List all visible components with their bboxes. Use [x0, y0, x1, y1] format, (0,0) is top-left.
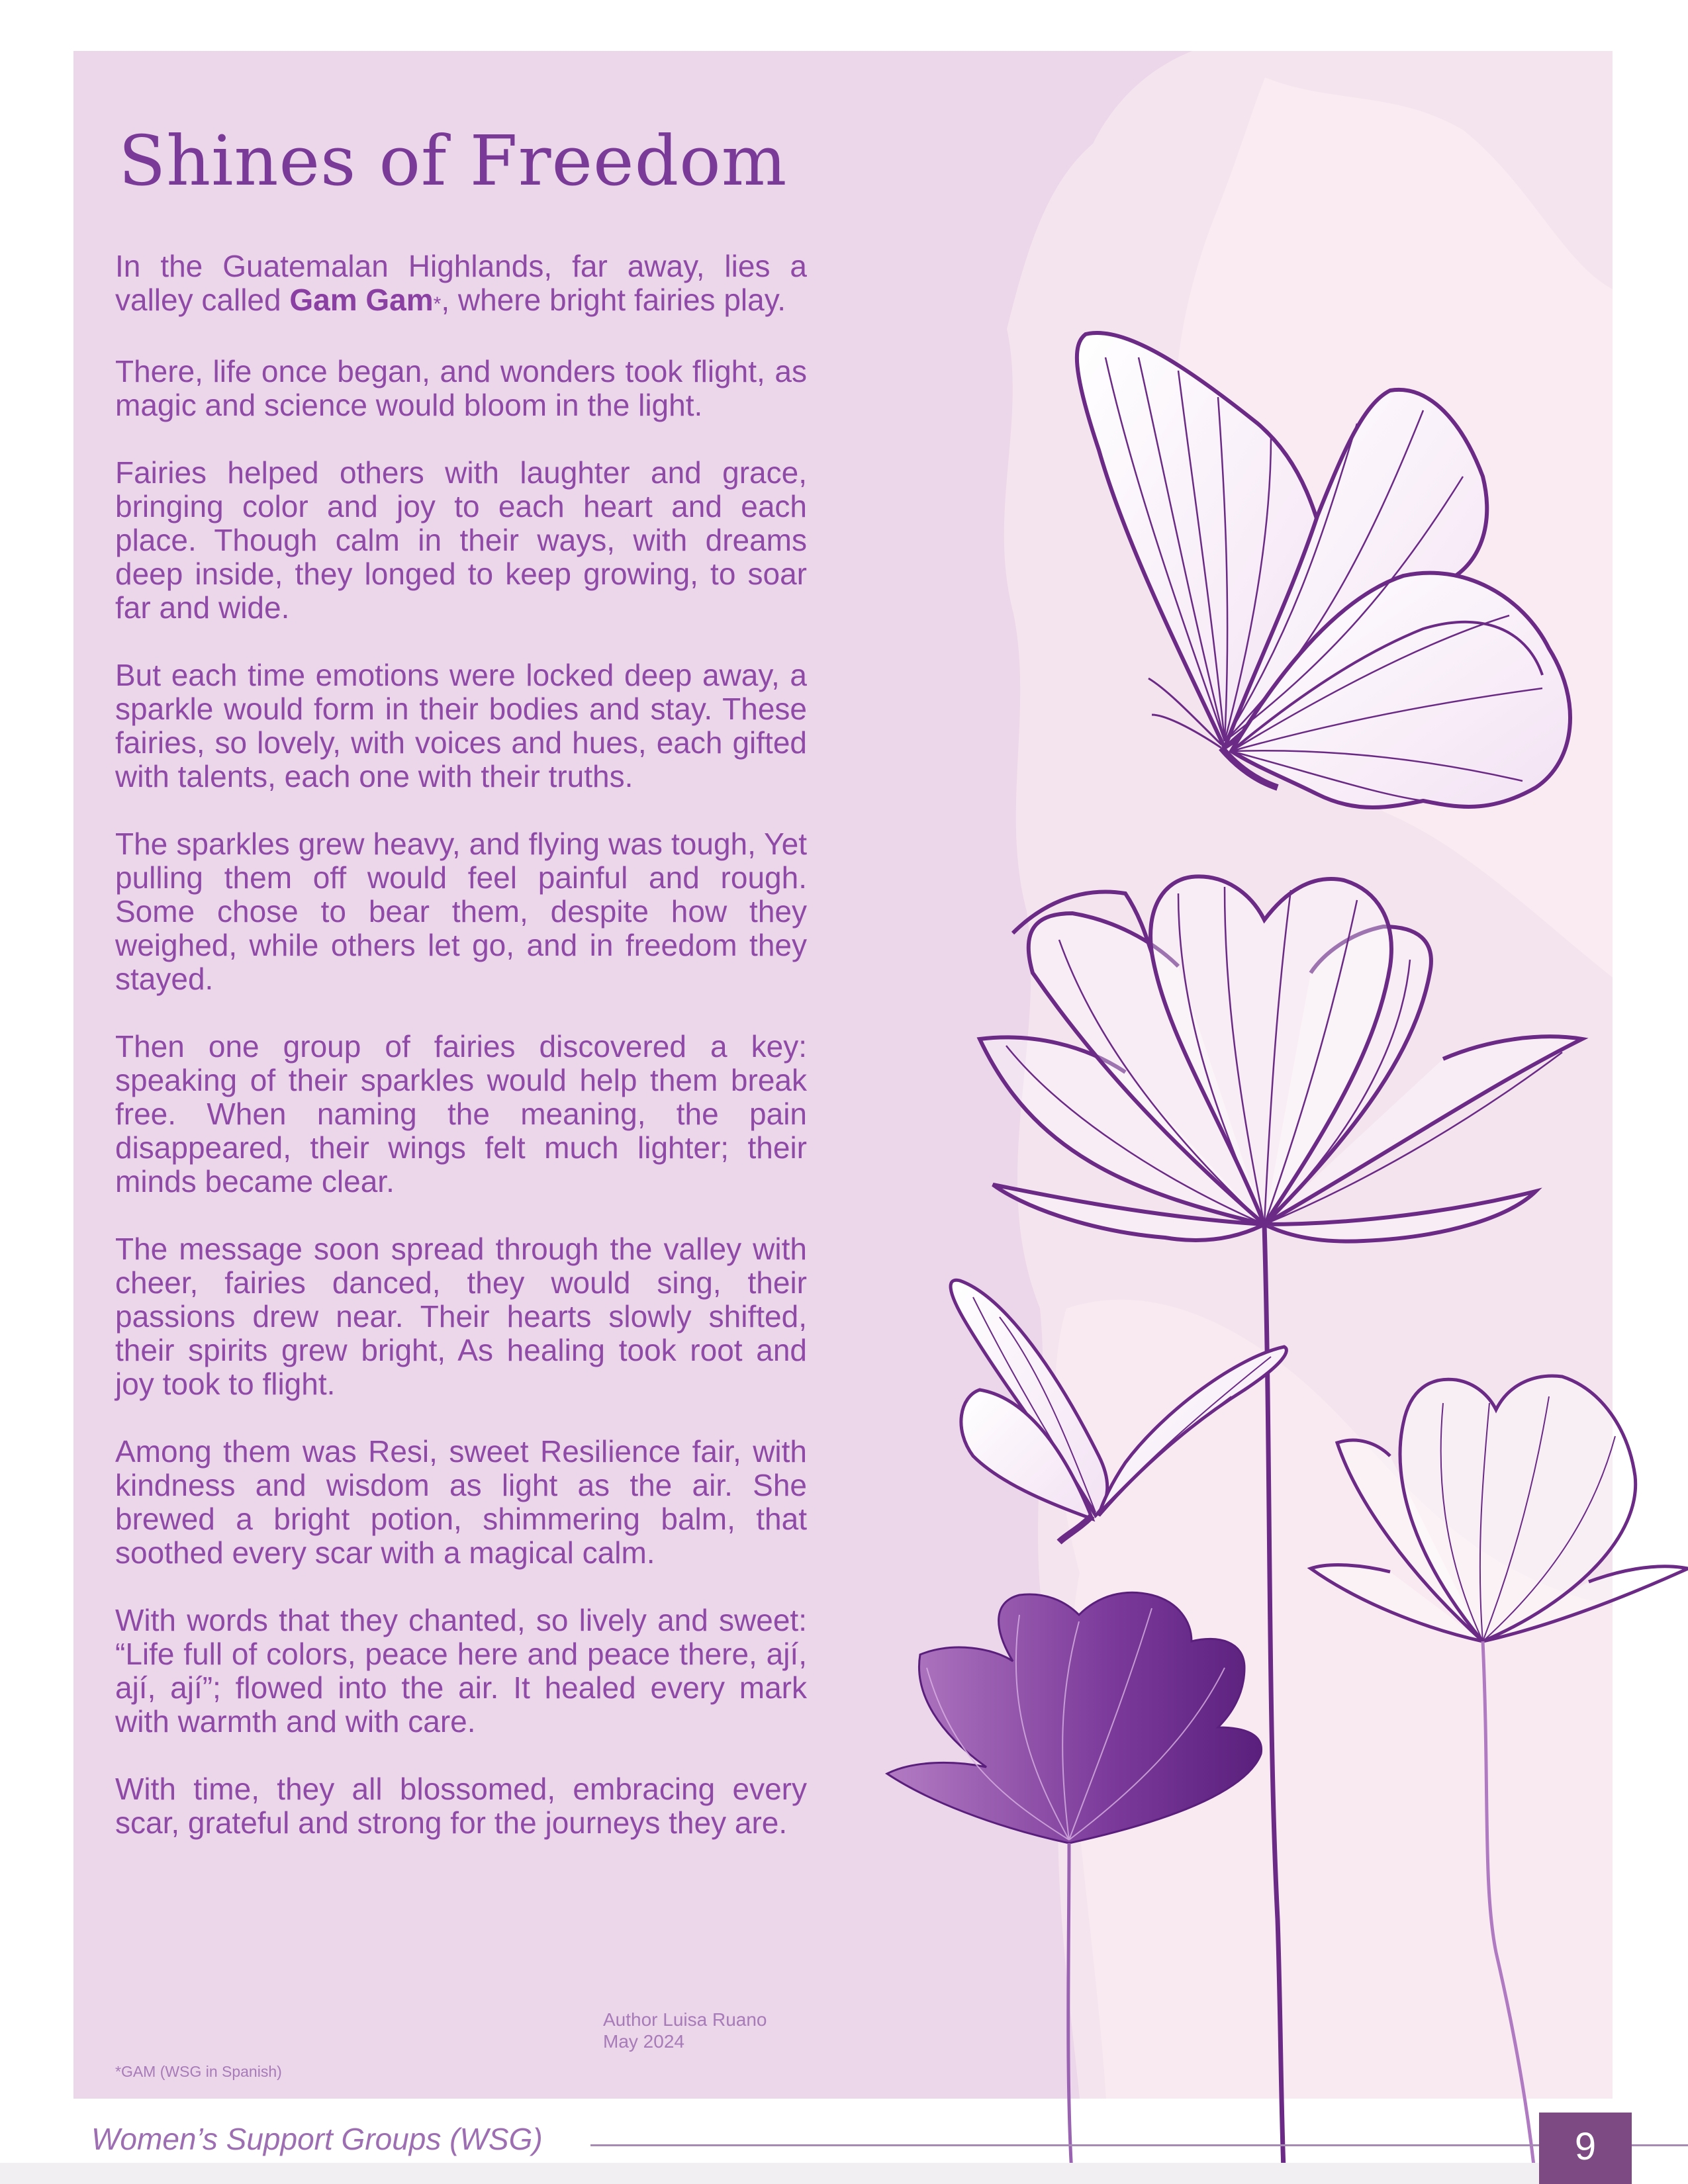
- footer-divider: [590, 2144, 1688, 2146]
- footer-label: Women’s Support Groups (WSG): [91, 2122, 543, 2156]
- stanza-6: Then one group of fairies discovered a key: speaking of their sparkles would help them break free. When naming the meaning, the pain disappeared, their wings felt much lighter; their minds became clear.: [115, 1029, 807, 1199]
- page-number: 9: [1539, 2113, 1632, 2184]
- page-title: Shines of Freedom: [118, 120, 788, 201]
- stanza-9: With words that they chanted, so lively and sweet: “Life full of colors, peace here and peace there, ají, ají, ají”; flowed into the air. It healed every mark with warmth and with care.: [115, 1603, 807, 1739]
- author-date: May 2024: [603, 2031, 684, 2052]
- stanza-2: There, life once began, and wonders took flight, as magic and science would bloom in the light.: [115, 354, 807, 422]
- stanza-1: In the Guatemalan Highlands, far away, lies a valley called Gam Gam*, where bright fairies play.: [115, 249, 807, 317]
- footnote: *GAM (WSG in Spanish): [115, 2063, 282, 2080]
- stanza-4: But each time emotions were locked deep away, a sparkle would form in their bodies and stay. These fairies, so lovely, with voices and hues, each gifted with talents, each one with their truths.: [115, 658, 807, 794]
- poem-body: [115, 250, 807, 1874]
- author-name: Author Luisa Ruano: [603, 2009, 767, 2030]
- page-panel: [73, 51, 1613, 2099]
- footnote-marker: *: [433, 293, 442, 315]
- bottom-strip: [0, 2163, 1539, 2184]
- gam-gam-term: Gam Gam: [289, 283, 434, 317]
- stanza-7: The message soon spread through the valley with cheer, fairies danced, they would sing, their passions drew near. Their hearts slowly shifted, their spirits grew bright, As healing took root and joy took to flight.: [115, 1232, 807, 1401]
- author-credit: [603, 2009, 767, 2052]
- stanza-10: With time, they all blossomed, embracing every scar, grateful and strong for the journeys they are.: [115, 1772, 807, 1840]
- stanza-5: The sparkles grew heavy, and flying was tough, Yet pulling them off would feel painful and rough. Some chose to bear them, despite how they weighed, while others let go, and in freedom they stayed.: [115, 827, 807, 996]
- stanza-8: Among them was Resi, sweet Resilience fair, with kindness and wisdom as light as the air. She brewed a bright potion, shimmering balm, that soothed every scar with a magical calm.: [115, 1434, 807, 1570]
- stanza-3: Fairies helped others with laughter and grace, bringing color and joy to each heart and each place. Though calm in their ways, with dreams deep inside, they longed to keep growing, to soar far and wide.: [115, 455, 807, 625]
